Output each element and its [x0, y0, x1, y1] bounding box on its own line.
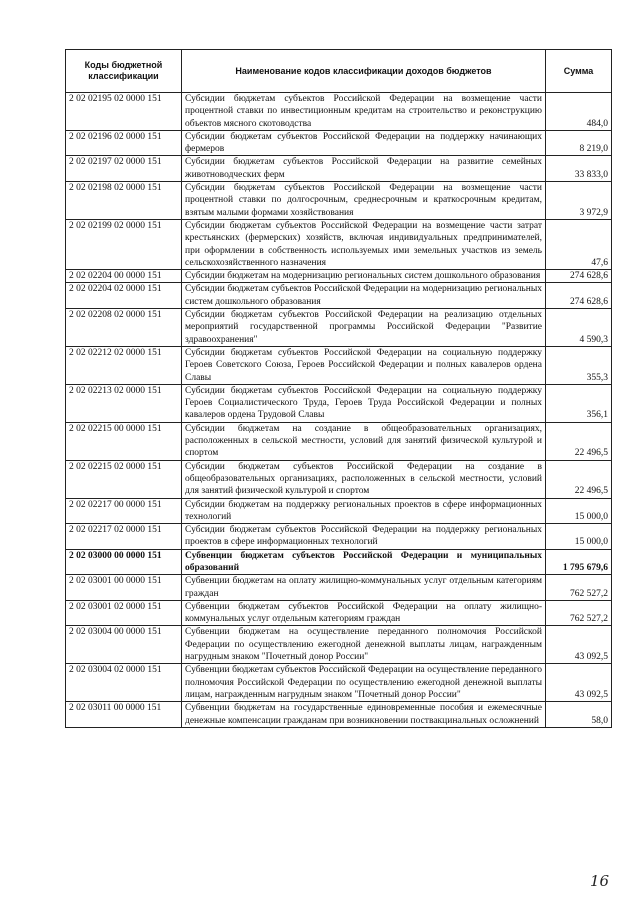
- code-cell: 2 02 03011 00 0000 151: [66, 702, 182, 728]
- name-cell: Субсидии бюджетам на модернизацию региональных систем дошкольного образования: [182, 270, 546, 283]
- table-row: [66, 346, 612, 384]
- name-cell: Субвенции бюджетам на государственные единовременные пособия и ежемесячные денежные компенсации гражданам при возникновении поствакцинальных осложнений: [182, 702, 546, 728]
- code-cell: 2 02 03000 00 0000 151: [66, 549, 182, 575]
- code-cell: 2 02 02195 02 0000 151: [66, 93, 182, 131]
- sum-cell: 33 833,0: [546, 156, 612, 182]
- header-code: Коды бюджетной классификации: [66, 50, 182, 93]
- code-cell: 2 02 02204 02 0000 151: [66, 283, 182, 309]
- sum-cell: 22 496,5: [546, 460, 612, 498]
- sum-cell: 43 092,5: [546, 626, 612, 664]
- name-cell: Субвенции бюджетам субъектов Российской Федерации на оплату жилищно-коммунальных услуг отдельным категориям граждан: [182, 600, 546, 626]
- code-cell: 2 02 02217 02 0000 151: [66, 524, 182, 550]
- code-cell: 2 02 02198 02 0000 151: [66, 182, 182, 220]
- sum-cell: 43 092,5: [546, 664, 612, 702]
- name-cell: Субсидии бюджетам субъектов Российской Федерации на развитие семейных животноводческих ферм: [182, 156, 546, 182]
- sum-cell: 274 628,6: [546, 270, 612, 283]
- name-cell: Субсидии бюджетам субъектов Российской Федерации на создание в общеобразовательных организациях, расположенных в сельской местности, условий для занятий физической культурой и спортом: [182, 460, 546, 498]
- table-row: [66, 575, 612, 601]
- sum-cell: 58,0: [546, 702, 612, 728]
- name-cell: Субсидии бюджетам субъектов Российской Федерации на возмещение части затрат крестьянских (фермерских) хозяйств, включая индивидуальных предпринимателей, при оформлении в собственность используемых ими земельных участков из земель сельскохозяйственного назначения: [182, 219, 546, 269]
- table-row: [66, 93, 612, 131]
- name-cell: Субсидии бюджетам субъектов Российской Федерации на социальную поддержку Героев Советского Союза, Героев Российской Федерации и полных кавалеров ордена Славы: [182, 346, 546, 384]
- name-cell: Субвенции бюджетам на осуществление переданного полномочия Российской Федерации по осуществлению ежегодной денежной выплаты лицам, награжденным нагрудным знаком "Почетный донор России": [182, 626, 546, 664]
- table-row: [66, 664, 612, 702]
- table-row: [66, 182, 612, 220]
- table-row: [66, 156, 612, 182]
- table-header-row: [66, 50, 612, 93]
- sum-cell: 1 795 679,6: [546, 549, 612, 575]
- sum-cell: 484,0: [546, 93, 612, 131]
- sum-cell: 762 527,2: [546, 575, 612, 601]
- name-cell: Субвенции бюджетам на оплату жилищно-коммунальных услуг отдельным категориям граждан: [182, 575, 546, 601]
- code-cell: 2 02 02215 00 0000 151: [66, 422, 182, 460]
- sum-cell: 47,6: [546, 219, 612, 269]
- code-cell: 2 02 03001 02 0000 151: [66, 600, 182, 626]
- table-row: [66, 498, 612, 524]
- sum-cell: 4 590,3: [546, 309, 612, 347]
- table-row: [66, 460, 612, 498]
- name-cell: Субсидии бюджетам субъектов Российской Федерации на возмещение части процентной ставки по долгосрочным, среднесрочным и краткосрочным кредитам, взятым малыми формами хозяйствования: [182, 182, 546, 220]
- page-number: 16: [590, 872, 610, 890]
- code-cell: 2 02 02196 02 0000 151: [66, 130, 182, 156]
- budget-table-page: [65, 49, 611, 728]
- table-row: [66, 270, 612, 283]
- sum-cell: 8 219,0: [546, 130, 612, 156]
- table-row: [66, 422, 612, 460]
- table-row: [66, 626, 612, 664]
- code-cell: 2 02 02212 02 0000 151: [66, 346, 182, 384]
- sum-cell: 3 972,9: [546, 182, 612, 220]
- name-cell: Субсидии бюджетам субъектов Российской Федерации на поддержку начинающих фермеров: [182, 130, 546, 156]
- name-cell: Субвенции бюджетам субъектов Российской Федерации на осуществление переданного полномочия Российской Федерации по осуществлению ежегодной денежной выплаты лицам, награжденным нагрудным знаком "Почетный донор России": [182, 664, 546, 702]
- name-cell: Субсидии бюджетам субъектов Российской Федерации на поддержку региональных проектов в сфере информационных технологий: [182, 524, 546, 550]
- budget-classification-table: [65, 49, 612, 728]
- code-cell: 2 02 02199 02 0000 151: [66, 219, 182, 269]
- header-sum: Сумма: [546, 50, 612, 93]
- table-row: [66, 524, 612, 550]
- table-row: [66, 219, 612, 269]
- name-cell: Субсидии бюджетам субъектов Российской Федерации на социальную поддержку Героев Социалистического Труда, Героев Труда Российской Федерации и полных кавалеров ордена Трудовой Славы: [182, 384, 546, 422]
- sum-cell: 274 628,6: [546, 283, 612, 309]
- code-cell: 2 02 02217 00 0000 151: [66, 498, 182, 524]
- table-row: [66, 130, 612, 156]
- code-cell: 2 02 03004 00 0000 151: [66, 626, 182, 664]
- code-cell: 2 02 03004 02 0000 151: [66, 664, 182, 702]
- sum-cell: 762 527,2: [546, 600, 612, 626]
- table-row: [66, 384, 612, 422]
- code-cell: 2 02 02208 02 0000 151: [66, 309, 182, 347]
- sum-cell: 355,3: [546, 346, 612, 384]
- sum-cell: 15 000,0: [546, 498, 612, 524]
- name-cell: Субсидии бюджетам на создание в общеобразовательных организациях, расположенных в сельской местности, условий для занятий физической культурой и спортом: [182, 422, 546, 460]
- sum-cell: 15 000,0: [546, 524, 612, 550]
- name-cell: Субвенции бюджетам субъектов Российской Федерации и муниципальных образований: [182, 549, 546, 575]
- header-name: Наименование кодов классификации доходов бюджетов: [182, 50, 546, 93]
- code-cell: 2 02 03001 00 0000 151: [66, 575, 182, 601]
- table-row: [66, 309, 612, 347]
- sum-cell: 22 496,5: [546, 422, 612, 460]
- name-cell: Субсидии бюджетам на поддержку региональных проектов в сфере информационных технологий: [182, 498, 546, 524]
- code-cell: 2 02 02213 02 0000 151: [66, 384, 182, 422]
- name-cell: Субсидии бюджетам субъектов Российской Федерации на возмещение части процентной ставки по инвестиционным кредитам на строительство и реконструкцию объектов мясного скотоводства: [182, 93, 546, 131]
- name-cell: Субсидии бюджетам субъектов Российской Федерации на реализацию отдельных мероприятий государственной программы Российской Федерации "Развитие здравоохранения": [182, 309, 546, 347]
- table-row: [66, 283, 612, 309]
- table-row: [66, 600, 612, 626]
- code-cell: 2 02 02204 00 0000 151: [66, 270, 182, 283]
- code-cell: 2 02 02215 02 0000 151: [66, 460, 182, 498]
- sum-cell: 356,1: [546, 384, 612, 422]
- code-cell: 2 02 02197 02 0000 151: [66, 156, 182, 182]
- table-row: [66, 549, 612, 575]
- table-body: [66, 93, 612, 728]
- name-cell: Субсидии бюджетам субъектов Российской Федерации на модернизацию региональных систем дошкольного образования: [182, 283, 546, 309]
- table-row: [66, 702, 612, 728]
